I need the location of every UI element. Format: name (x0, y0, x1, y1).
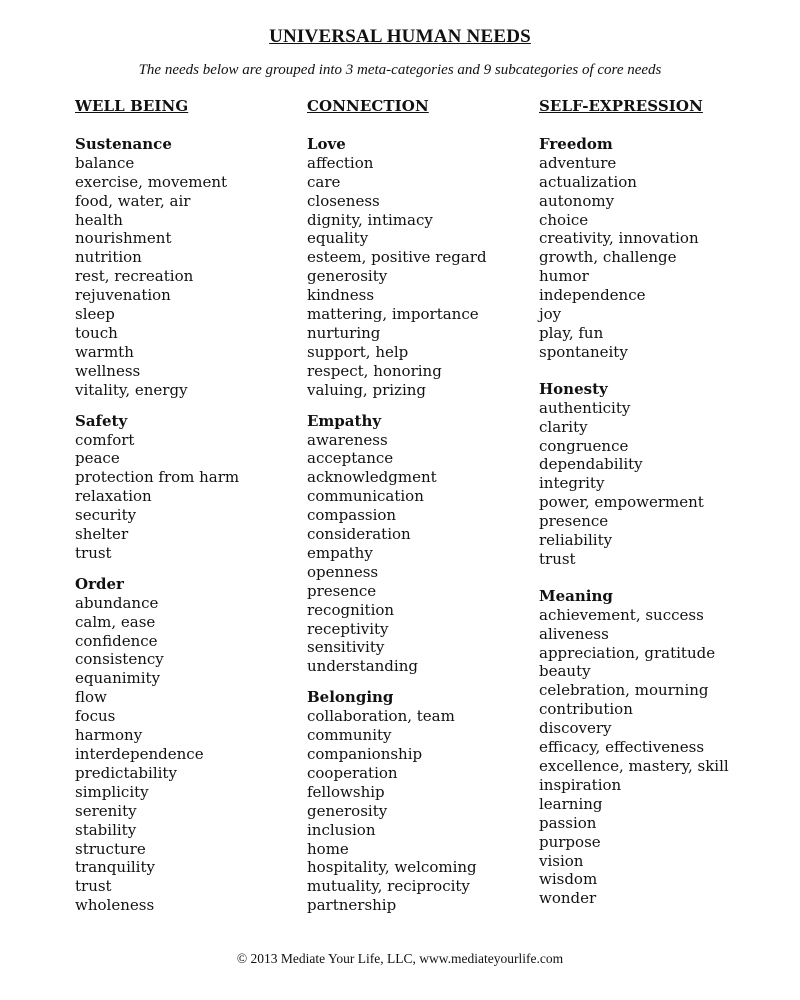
need-item: collaboration, team (307, 707, 455, 726)
need-item: contribution (539, 700, 633, 719)
need-item: mutuality, reciprocity (307, 877, 470, 896)
need-item: autonomy (539, 191, 615, 210)
group-honesty (539, 380, 779, 569)
group-meaning (539, 587, 779, 908)
need-item: respect, honoring (307, 361, 442, 380)
need-item: compassion (307, 506, 397, 525)
need-item: spontaneity (539, 342, 628, 361)
need-item: empathy (307, 543, 373, 562)
need-item: acceptance (307, 449, 394, 468)
need-item: passion (539, 813, 597, 832)
need-item: protection from harm (75, 468, 240, 487)
need-item: authenticity (539, 398, 631, 417)
page-title: UNIVERSAL HUMAN NEEDS (269, 26, 531, 47)
need-item: equanimity (75, 669, 161, 688)
column-connection (307, 97, 532, 927)
need-item: simplicity (75, 782, 149, 801)
page-subtitle: The needs below are grouped into 3 meta-categories and 9 subcategories of core needs (138, 62, 662, 78)
need-item: balance (75, 153, 135, 172)
need-item: peace (75, 449, 120, 468)
need-item: receptivity (307, 619, 389, 638)
need-item: interdependence (75, 745, 204, 763)
need-item: fellowship (307, 782, 385, 801)
need-item: celebration, mourning (539, 681, 709, 700)
need-item: learning (539, 794, 603, 813)
copyright-footer: © 2013 Mediate Your Life, LLC, www.mediateyourlife.com (236, 951, 564, 966)
need-item: touch (75, 323, 118, 342)
need-item: integrity (539, 474, 605, 493)
group-belonging (307, 688, 532, 915)
need-list (75, 594, 300, 915)
need-item: trust (539, 549, 576, 568)
need-item: confidence (75, 631, 158, 650)
need-item: relaxation (75, 487, 152, 506)
need-item: health (75, 210, 123, 229)
need-item: companionship (307, 745, 423, 763)
need-list (307, 707, 532, 915)
need-item: beauty (539, 662, 591, 681)
need-item: communication (307, 487, 424, 506)
need-item: wonder (539, 889, 597, 908)
need-list (539, 399, 779, 569)
need-item: support, help (307, 342, 409, 361)
group-title: Empathy (307, 411, 382, 430)
group-title: Meaning (539, 586, 613, 605)
group-order (75, 575, 300, 915)
need-item: food, water, air (75, 191, 191, 210)
need-item: wholeness (75, 896, 155, 915)
need-item: nutrition (75, 248, 142, 267)
column-heading: SELF-EXPRESSION (539, 97, 703, 115)
need-item: sensitivity (307, 638, 385, 657)
need-item: clarity (539, 417, 588, 436)
need-item: generosity (307, 801, 388, 820)
need-item: equality (307, 229, 369, 248)
need-item: reliability (539, 531, 613, 550)
need-item: focus (75, 707, 116, 726)
group-love (307, 135, 532, 400)
need-item: recognition (307, 600, 395, 619)
need-item: humor (539, 267, 589, 286)
group-safety (75, 412, 300, 563)
need-item: consideration (307, 525, 411, 544)
need-item: play, fun (539, 323, 604, 342)
group-freedom (539, 135, 779, 362)
need-item: openness (307, 562, 379, 581)
need-item: actualization (539, 172, 637, 191)
need-item: harmony (75, 726, 143, 745)
group-title: Belonging (307, 688, 394, 707)
need-item: closeness (307, 191, 380, 210)
need-item: power, empowerment (539, 493, 704, 512)
need-item: flow (75, 688, 107, 707)
need-list (539, 154, 779, 362)
need-item: care (307, 172, 341, 191)
need-item: rest, recreation (75, 267, 194, 286)
need-item: nurturing (307, 323, 381, 342)
need-item: wisdom (539, 870, 598, 889)
need-item: trust (75, 877, 112, 896)
need-item: security (75, 506, 137, 525)
group-empathy (307, 412, 532, 677)
need-list (75, 431, 300, 563)
need-item: mattering, importance (307, 305, 479, 324)
need-item: community (307, 726, 392, 745)
need-item: calm, ease (75, 612, 156, 631)
group-title: Safety (75, 411, 128, 430)
need-item: hospitality, welcoming (307, 858, 477, 877)
need-item: inclusion (307, 820, 376, 839)
column-heading: CONNECTION (307, 97, 429, 115)
need-item: nourishment (75, 229, 172, 248)
need-item: discovery (539, 719, 612, 738)
need-item: vitality, energy (75, 380, 188, 399)
need-item: structure (75, 839, 146, 858)
group-sustenance (75, 135, 300, 400)
need-item: dependability (539, 455, 643, 474)
need-item: awareness (307, 430, 388, 449)
need-item: excellence, mastery, skill (539, 757, 729, 775)
need-item: purpose (539, 832, 601, 851)
need-item: comfort (75, 430, 135, 449)
need-item: understanding (307, 657, 418, 676)
group-title: Order (75, 574, 124, 593)
need-item: affection (307, 153, 374, 172)
need-item: shelter (75, 525, 129, 544)
need-item: presence (539, 512, 609, 531)
need-item: sleep (75, 305, 115, 324)
need-item: dignity, intimacy (307, 210, 433, 229)
need-item: trust (75, 543, 112, 562)
need-item: appreciation, gratitude (539, 643, 716, 662)
need-list (75, 154, 300, 400)
need-item: congruence (539, 436, 629, 455)
need-item: growth, challenge (539, 248, 677, 267)
need-item: choice (539, 210, 589, 229)
need-list (539, 606, 779, 909)
need-item: wellness (75, 361, 141, 380)
need-item: generosity (307, 267, 388, 286)
column-heading: WELL BEING (75, 97, 189, 115)
group-title: Freedom (539, 134, 613, 153)
column-self-expression (539, 97, 779, 920)
need-list (307, 154, 532, 400)
need-item: serenity (75, 801, 137, 820)
need-item: adventure (539, 153, 617, 172)
need-item: rejuvenation (75, 286, 171, 305)
need-item: kindness (307, 286, 375, 305)
need-item: warmth (75, 342, 134, 361)
need-item: acknowledgment (307, 468, 437, 487)
need-list (307, 431, 532, 677)
need-item: independence (539, 286, 646, 305)
need-item: home (307, 839, 349, 858)
need-item: valuing, prizing (307, 380, 427, 399)
need-item: joy (539, 305, 562, 324)
need-item: stability (75, 820, 137, 839)
need-item: aliveness (539, 624, 609, 643)
need-item: presence (307, 581, 377, 600)
group-title: Honesty (539, 379, 608, 398)
need-item: partnership (307, 896, 397, 915)
need-item: inspiration (539, 775, 622, 794)
need-item: creativity, innovation (539, 229, 699, 248)
column-well-being (75, 97, 300, 927)
need-item: abundance (75, 593, 159, 612)
group-title: Love (307, 134, 346, 153)
need-item: cooperation (307, 763, 398, 782)
group-title: Sustenance (75, 134, 172, 153)
need-item: esteem, positive regard (307, 248, 487, 267)
need-item: vision (539, 851, 584, 870)
need-item: exercise, movement (75, 172, 228, 191)
need-item: achievement, success (539, 605, 704, 624)
need-item: predictability (75, 763, 177, 782)
need-item: consistency (75, 650, 164, 669)
need-item: tranquility (75, 858, 155, 877)
need-item: efficacy, effectiveness (539, 738, 705, 757)
